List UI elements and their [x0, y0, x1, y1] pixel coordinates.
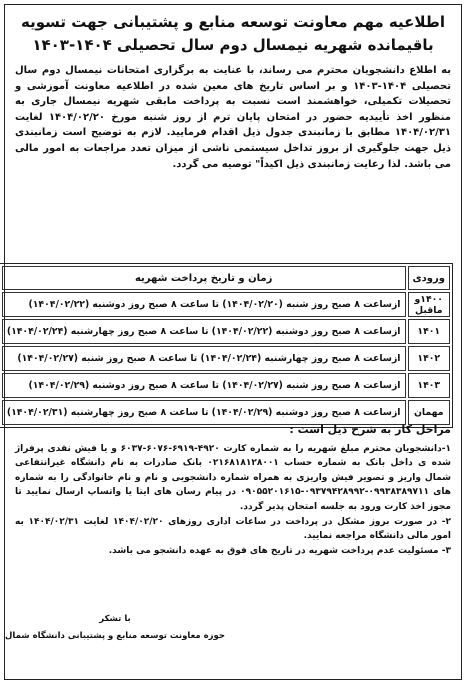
step-item: ۳- مسئولیت عدم پرداخت شهریه در تاریخ های فوق به عهده دانشجو می باشد. [108, 545, 451, 556]
table-row [2, 319, 450, 344]
row-time: ازساعت ۸ صبح روز دوشنبه (۱۴۰۴/۰۲/۲۲) تا ساعت ۸ صبح روز چهارشنبه (۱۴۰۴/۰۲/۲۴) [2, 319, 406, 344]
signature-thanks: با تشکر [99, 614, 131, 624]
header-entry: ورودی [408, 266, 451, 290]
signature-block [5, 611, 225, 645]
announcement-title-line1: اطلاعیه مهم معاونت توسعه منابع و پشتیبانی جهت تسویه [21, 13, 445, 31]
signature-office: حوزه معاونت توسعه منابع و پشتیبانی دانشگاه شمال [5, 631, 225, 641]
table-row [2, 346, 450, 371]
row-entry: ۱۴۰۰و ماقبل [408, 292, 451, 317]
row-time: ازساعت ۸ صبح روز شنبه (۱۴۰۴/۰۲/۲۰) تا ساعت ۸ صبح روز دوشنبه (۱۴۰۴/۰۲/۲۲) [2, 292, 406, 317]
step-item: ۱-دانشجویان محترم مبلغ شهریه را به شماره کارت ۴۹۲۰-۶۹۱۹-۶۰۷۶-۶۰۳۷ و یا فیش نقدی پرفراژ شده ی داخل بانک به شماره حساب ۰۲۱۶۸۱۸۱۲۸۰۰۱ بانک صادرات به نام دانشگاه غیرانتفاعی شمال واریز و تصویر فیش واریزی به همراه شماره دانشجویی و نام و نام خانوادگی را به شماره های ۰۹۹۳۸۳۸۹۷۱۱-۰۹۳۷۹۴۲۸۹۹۲-۰۹۰۵۵۲۰۱۶۱۵ در پیام رسان های ایتا یا واتساپ ارسال نمایید تا مجوز اخذ کارت ورود به جلسه امتحان پذیر گردد. [15, 443, 451, 512]
announcement-intro: به اطلاع دانشجویان محترم می رساند، با عنایت به برگزاری امتحانات نیمسال دوم سال تحصیلی ۱۴۰۴-۱۴۰۳ و بر اساس تاریخ های معین شده در اطلاعیه معاونت آموزشی و تحصیلات تکمیلی، خواهشمند است نسبت به پرداخت مابقی شهریه نیمسال جاری به منظور اخذ تأییدیه حضور در امتحان پایان ترم از روز شنبه مورخ ۱۴۰۴/۰۲/۲۰ لغایت ۱۴۰۴/۰۲/۳۱ مطابق با زمانبندی جدول ذیل اقدام فرمایید. لازم به توضیح است زمانبندی ذیل جهت جلوگیری از بروز تداخل سیستمی ناشی از میزان تعدد مراجعات به امور مالی می باشد. لذا رعایت زمانبندی ذیل اکیداً" توصیه می گردد. [15, 65, 452, 170]
table-row [2, 292, 450, 317]
table-header-row [2, 266, 450, 290]
row-time: ازساعت ۸ صبح روز چهارشنبه (۱۴۰۴/۰۲/۲۴) تا ساعت ۸ صبح روز شنبه (۱۴۰۴/۰۲/۲۷) [2, 346, 406, 371]
header-time: زمان و تاریخ پرداخت شهریه [2, 266, 406, 290]
payment-schedule-table [0, 263, 453, 428]
row-entry: ۱۴۰۲ [408, 346, 451, 371]
steps-section [15, 423, 451, 558]
row-time: ازساعت ۸ صبح روز دوشنبه (۱۴۰۴/۰۲/۲۹) تا ساعت ۸ صبح روز چهارشنبه (۱۴۰۴/۰۲/۳۱) [2, 400, 406, 425]
step-item: ۲- در صورت بروز مشکل در پرداخت در ساعات اداری روزهای ۱۴۰۴/۰۲/۲۰ لغایت ۱۴۰۴/۰۲/۳۱ به امور مالی دانشگاه مراجعه نمایید. [15, 516, 451, 542]
announcement-title-line2: باقیمانده شهریه نیمسال دوم سال تحصیلی ۱۴۰۴-۱۴۰۳ [32, 36, 434, 54]
row-entry: ۱۴۰۱ [408, 319, 451, 344]
table-row [2, 400, 450, 425]
row-entry: مهمان [408, 400, 451, 425]
row-time: ازساعت ۸ صبح روز شنبه (۱۴۰۴/۰۲/۲۷) تا ساعت ۸ صبح روز دوشنبه (۱۴۰۴/۰۲/۲۹) [2, 373, 406, 398]
steps-title: مراحل کار به شرح ذیل است : [289, 423, 451, 436]
table-row [2, 373, 450, 398]
announcement-page [4, 4, 462, 680]
row-entry: ۱۴۰۳ [408, 373, 451, 398]
